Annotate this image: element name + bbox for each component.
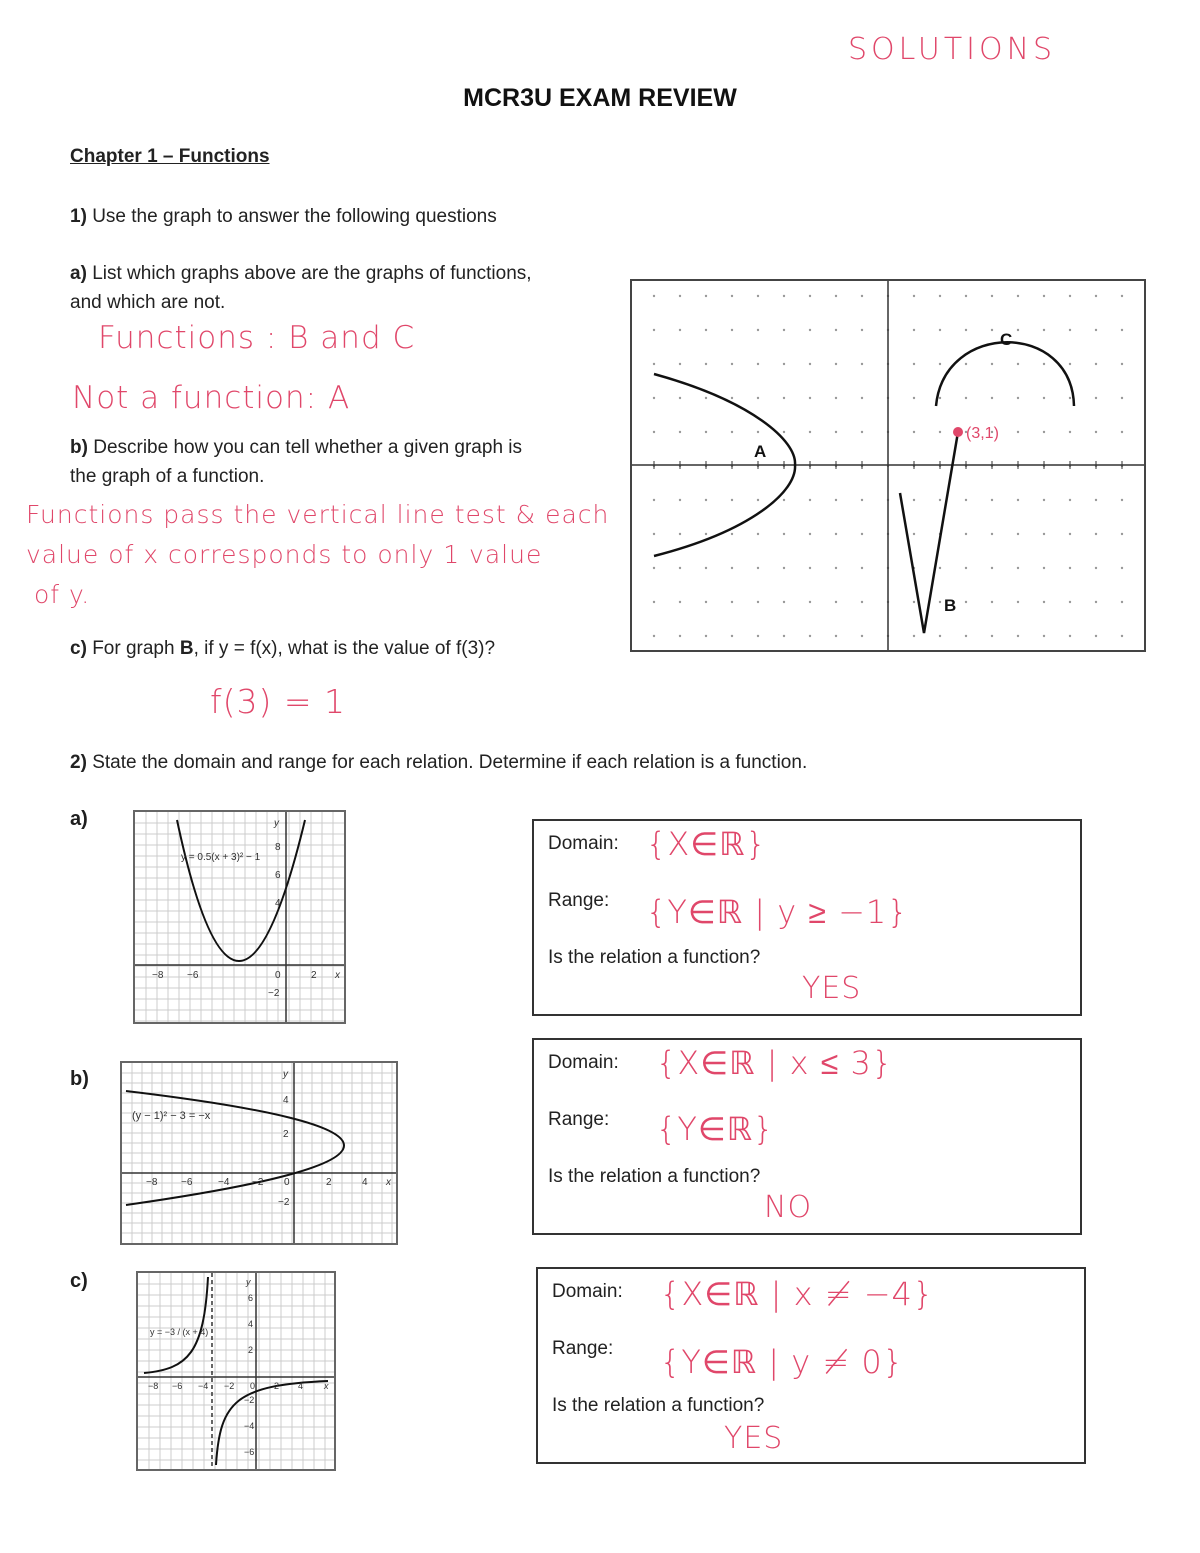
grid-dot: [861, 329, 863, 331]
q2c-function-answer: YES: [724, 1421, 784, 1456]
grid-dot: [679, 499, 681, 501]
grid-dot: [913, 533, 915, 535]
grid-dot: [1043, 533, 1045, 535]
q1c-post: , if y = f(x), what is the value of f(3)?: [193, 638, 496, 659]
grid-dot: [1017, 601, 1019, 603]
grid-dot: [861, 397, 863, 399]
q2b-ytick-3: −2: [278, 1197, 290, 1208]
q1a-answer-functions: Functions : B and C: [98, 320, 416, 356]
grid-dot: [757, 363, 759, 365]
grid-dot: [705, 329, 707, 331]
grid-dot: [1095, 363, 1097, 365]
grid-dot: [679, 601, 681, 603]
grid-dot: [913, 363, 915, 365]
grid-dot: [783, 329, 785, 331]
grid-dot: [939, 329, 941, 331]
grid-dot: [1095, 601, 1097, 603]
grid-dot: [1043, 295, 1045, 297]
grid-dot: [965, 635, 967, 637]
q2c-ytick-6: −6: [244, 1447, 255, 1457]
grid-dot: [1095, 329, 1097, 331]
grid-dot: [1095, 431, 1097, 433]
q2c-graph: [136, 1271, 336, 1471]
grid-dot: [1069, 363, 1071, 365]
grid-dot: [1121, 499, 1123, 501]
grid-dot: [835, 295, 837, 297]
q1b-answer-line3: of y.: [34, 580, 91, 609]
q2b-domain-label: Domain:: [548, 1052, 619, 1073]
grid-dot: [705, 499, 707, 501]
q2b-domain-answer: {X∈ℝ | x ≤ 3}: [656, 1044, 894, 1082]
grid-dot: [939, 499, 941, 501]
grid-dot: [757, 397, 759, 399]
q2b-xtick-2: −4: [218, 1177, 230, 1188]
q2a-function-question: Is the relation a function?: [548, 947, 761, 968]
grid-dot: [835, 601, 837, 603]
grid-dot: [991, 329, 993, 331]
grid-dot: [757, 329, 759, 331]
grid-dot: [705, 295, 707, 297]
q2b-xtick-4: 0: [284, 1177, 290, 1188]
q2b-ytick-0: y: [283, 1069, 288, 1080]
q2a-function-answer: YES: [802, 971, 862, 1006]
q1c-number: c): [70, 638, 87, 659]
grid-dot: [705, 635, 707, 637]
q1-number: 1): [70, 206, 87, 227]
grid-dot: [835, 567, 837, 569]
solutions-stamp: SOLUTIONS: [848, 32, 1057, 67]
grid-dot: [679, 567, 681, 569]
grid-dot: [705, 567, 707, 569]
q2a-domain-label: Domain:: [548, 833, 619, 854]
grid-dot: [653, 533, 655, 535]
grid-dot: [783, 499, 785, 501]
grid-dot: [679, 431, 681, 433]
grid-dot: [861, 363, 863, 365]
grid-dot: [679, 533, 681, 535]
grid-dot: [731, 499, 733, 501]
q1b-answer-line2: value of x corresponds to only 1 value: [26, 540, 543, 569]
grid-dot: [757, 431, 759, 433]
q2c-domain-label: Domain:: [552, 1281, 623, 1302]
grid-dot: [1069, 635, 1071, 637]
q2-prompt: [70, 748, 807, 777]
grid-dot: [1121, 397, 1123, 399]
q1c-text: [70, 634, 495, 663]
q1a-number: a): [70, 263, 87, 284]
grid-dot: [1121, 567, 1123, 569]
grid-dot: [705, 363, 707, 365]
grid-dot: [653, 431, 655, 433]
grid-dot: [835, 635, 837, 637]
graph-b-point: [953, 427, 963, 437]
grid-dot: [1017, 363, 1019, 365]
grid-dot: [731, 363, 733, 365]
q2b-range-label: Range:: [548, 1109, 610, 1130]
q2b-graph-svg: [122, 1063, 396, 1243]
grid-dot: [1121, 431, 1123, 433]
grid-dot: [1017, 635, 1019, 637]
grid-dot: [1043, 635, 1045, 637]
grid-dot: [731, 431, 733, 433]
grid-dot: [1069, 499, 1071, 501]
grid-dot: [1121, 533, 1123, 535]
grid-dot: [653, 363, 655, 365]
q2c-domain-answer: {X∈ℝ | x ≠ −4}: [660, 1275, 935, 1313]
grid-dot: [653, 295, 655, 297]
q2a-ytick-0: y: [274, 818, 279, 829]
q1-prompt-text: Use the graph to answer the following questions: [92, 206, 497, 227]
q2a-domain-answer: {X∈ℝ}: [646, 825, 767, 863]
grid-dot: [991, 635, 993, 637]
grid-dot: [939, 567, 941, 569]
q1b-line1: Describe how you can tell whether a given graph is: [93, 437, 523, 458]
grid-dot: [913, 329, 915, 331]
grid-dot: [1017, 499, 1019, 501]
grid-dot: [939, 363, 941, 365]
grid-dot: [679, 329, 681, 331]
grid-dot: [1095, 635, 1097, 637]
grid-dot: [965, 397, 967, 399]
q2a-xtick-1: −6: [187, 970, 199, 981]
q1a-line2: and which are not.: [70, 292, 226, 313]
grid-dot: [783, 363, 785, 365]
grid-dot: [1043, 601, 1045, 603]
grid-dot: [653, 635, 655, 637]
grid-dot: [1069, 567, 1071, 569]
grid-dot: [679, 295, 681, 297]
grid-dot: [861, 499, 863, 501]
grid-dot: [913, 397, 915, 399]
grid-dot: [861, 431, 863, 433]
grid-dot: [1043, 397, 1045, 399]
q2-prompt-text: State the domain and range for each relation. Determine if each relation is a function.: [92, 752, 808, 773]
q1c-bold: B: [179, 638, 194, 659]
grid-dot: [965, 295, 967, 297]
q2c-xtick-1: −6: [172, 1381, 183, 1391]
grid-dot: [1121, 363, 1123, 365]
grid-dot: [731, 567, 733, 569]
q2c-xtick-7: x: [324, 1381, 329, 1391]
grid-dot: [861, 295, 863, 297]
grid-dot: [1121, 329, 1123, 331]
grid-dot: [1069, 533, 1071, 535]
grid-dot: [991, 363, 993, 365]
q2c-ytick-2: 4: [248, 1319, 254, 1329]
grid-dot: [783, 431, 785, 433]
grid-dot: [965, 499, 967, 501]
q2b-graph: [120, 1061, 398, 1245]
graph-c-curve: [936, 342, 1074, 406]
grid-dot: [1043, 329, 1045, 331]
q2a-ytick-1: 8: [275, 842, 281, 853]
q2c-xtick-2: −4: [198, 1381, 209, 1391]
grid-dot: [809, 295, 811, 297]
graph-b-label: B: [944, 596, 957, 615]
grid-dot: [1043, 499, 1045, 501]
grid-dot: [965, 533, 967, 535]
grid-dot: [835, 363, 837, 365]
grid-dot: [991, 295, 993, 297]
grid-dot: [783, 397, 785, 399]
chapter-heading: Chapter 1 – Functions: [70, 146, 270, 167]
q2a-xtick-2: 0: [275, 970, 281, 981]
grid-dot: [1069, 397, 1071, 399]
grid-dot: [731, 295, 733, 297]
grid-dot: [653, 397, 655, 399]
grid-dot: [1069, 601, 1071, 603]
q2b-xtick-3: −2: [252, 1177, 264, 1188]
grid-dot: [939, 601, 941, 603]
q2b-ytick-2: 2: [283, 1129, 289, 1140]
grid-dot: [991, 567, 993, 569]
grid-dot: [835, 499, 837, 501]
grid-dot: [731, 601, 733, 603]
grid-dot: [965, 329, 967, 331]
q1-graph-svg: [632, 281, 1144, 650]
grid-dot: [1043, 567, 1045, 569]
q2c-answer-box: [536, 1267, 1086, 1464]
grid-dot: [757, 295, 759, 297]
grid-dot: [653, 567, 655, 569]
grid-dot: [1121, 295, 1123, 297]
grid-dot: [913, 601, 915, 603]
q2c-range-label: Range:: [552, 1338, 614, 1359]
q2c-xtick-5: 2: [274, 1381, 280, 1391]
grid-dot: [653, 601, 655, 603]
q2a-xtick-4: x: [335, 970, 340, 981]
q2c-ytick-0: y: [246, 1277, 251, 1287]
q1c-answer: f(3) = 1: [210, 682, 346, 721]
grid-dot: [679, 397, 681, 399]
grid-dot: [731, 635, 733, 637]
grid-dot: [913, 431, 915, 433]
grid-dot: [757, 567, 759, 569]
grid-dot: [1069, 295, 1071, 297]
graph-b-point-label: (3,1): [966, 425, 999, 442]
grid-dot: [783, 295, 785, 297]
grid-dot: [991, 397, 993, 399]
q2a-ytick-4: −2: [268, 988, 280, 999]
q1b-text: [70, 433, 610, 491]
q2c-ytick-1: 6: [248, 1293, 254, 1303]
grid-dot: [705, 601, 707, 603]
grid-dot: [679, 363, 681, 365]
grid-dot: [809, 601, 811, 603]
grid-dot: [835, 397, 837, 399]
q2b-xtick-5: 2: [326, 1177, 332, 1188]
grid-dot: [809, 397, 811, 399]
q2a-ytick-2: 6: [275, 870, 281, 881]
grid-dot: [861, 567, 863, 569]
graph-a-label: A: [754, 442, 767, 461]
grid-dot: [1069, 329, 1071, 331]
grid-dot: [757, 499, 759, 501]
grid-dot: [939, 295, 941, 297]
q2b-function-question: Is the relation a function?: [548, 1166, 761, 1187]
q2c-ytick-5: −4: [244, 1421, 255, 1431]
grid-dot: [757, 635, 759, 637]
grid-dot: [809, 567, 811, 569]
q2c-xtick-6: 4: [298, 1381, 304, 1391]
grid-dot: [835, 533, 837, 535]
grid-dot: [757, 601, 759, 603]
q2c-range-answer: {Y∈ℝ | y ≠ 0}: [660, 1343, 905, 1381]
q1-prompt: [70, 202, 497, 231]
q1a-text: [70, 259, 610, 317]
grid-dot: [809, 635, 811, 637]
q2-number: 2): [70, 752, 87, 773]
grid-dot: [809, 329, 811, 331]
q2b-range-answer: {Y∈ℝ}: [656, 1110, 775, 1148]
q2a-ytick-3: 4: [275, 898, 281, 909]
grid-dot: [1095, 499, 1097, 501]
grid-dot: [1017, 295, 1019, 297]
grid-dot: [1121, 635, 1123, 637]
grid-dot: [809, 499, 811, 501]
grid-dot: [861, 601, 863, 603]
grid-dot: [1017, 567, 1019, 569]
grid-dot: [1043, 431, 1045, 433]
grid-dot: [965, 363, 967, 365]
grid-dot: [653, 329, 655, 331]
q2a-range-label: Range:: [548, 890, 610, 911]
grid-dot: [783, 567, 785, 569]
grid-dot: [939, 635, 941, 637]
q2c-left-branch: [144, 1277, 208, 1373]
q2a-xtick-0: −8: [152, 970, 164, 981]
grid-dot: [705, 431, 707, 433]
grid-dot: [809, 431, 811, 433]
grid-dot: [965, 567, 967, 569]
grid-dot: [861, 533, 863, 535]
grid-dot: [1069, 431, 1071, 433]
grid-dot: [653, 499, 655, 501]
grid-dot: [731, 329, 733, 331]
grid-dot: [679, 635, 681, 637]
q2c-function-question: Is the relation a function?: [552, 1395, 765, 1416]
grid-dot: [809, 363, 811, 365]
q2c-equation: y = −3 / (x + 4): [150, 1327, 209, 1337]
q2c-xtick-0: −8: [148, 1381, 159, 1391]
grid-dot: [783, 533, 785, 535]
grid-dot: [991, 499, 993, 501]
q2b-xtick-0: −8: [146, 1177, 158, 1188]
q2b-equation: (y − 1)² − 3 = −x: [132, 1110, 211, 1122]
grid-dot: [913, 295, 915, 297]
q1a-answer-not-function: Not a function: A: [72, 380, 351, 416]
grid-dot: [705, 397, 707, 399]
grid-dot: [913, 499, 915, 501]
grid-dot: [1095, 533, 1097, 535]
q2a-graph-svg: [135, 812, 344, 1022]
grid-dot: [1121, 601, 1123, 603]
q2a-answer-box: [532, 819, 1082, 1016]
q2b-answer-box: [532, 1038, 1082, 1235]
q2c-ytick-3: 2: [248, 1345, 254, 1355]
q2a-xtick-3: 2: [311, 970, 317, 981]
grid-dot: [1095, 567, 1097, 569]
grid-dot: [1017, 329, 1019, 331]
q2c-xtick-3: −2: [224, 1381, 235, 1391]
graph-c-label: C: [1000, 330, 1013, 349]
grid-dot: [731, 533, 733, 535]
q2b-function-answer: NO: [764, 1190, 813, 1225]
grid-dot: [1095, 295, 1097, 297]
grid-dot: [965, 601, 967, 603]
q2c-label: c): [70, 1270, 88, 1292]
grid-dot: [835, 329, 837, 331]
q2b-ytick-1: 4: [283, 1095, 289, 1106]
q2b-xtick-7: x: [386, 1177, 391, 1188]
q2a-graph: [133, 810, 346, 1024]
grid-dot: [1017, 533, 1019, 535]
q2b-xtick-1: −6: [181, 1177, 193, 1188]
grid-dot: [731, 397, 733, 399]
grid-dot: [861, 635, 863, 637]
grid-dot: [705, 533, 707, 535]
grid-dot: [1017, 431, 1019, 433]
q2a-range-answer: {Y∈ℝ | y ≥ −1}: [646, 893, 909, 931]
grid-dot: [783, 601, 785, 603]
q2a-equation: y = 0.5(x + 3)² − 1: [181, 852, 261, 863]
grid-dot: [757, 533, 759, 535]
q2a-label: a): [70, 808, 88, 830]
grid-dot: [835, 431, 837, 433]
q2c-xtick-4: 0: [250, 1381, 256, 1391]
q2c-ytick-4: −2: [244, 1395, 255, 1405]
q1c-pre: For graph: [92, 638, 180, 659]
q1b-line2: the graph of a function.: [70, 466, 265, 487]
q1b-number: b): [70, 437, 88, 458]
grid-dot: [991, 533, 993, 535]
grid-dot: [1043, 363, 1045, 365]
q2b-xtick-6: 4: [362, 1177, 368, 1188]
page-title: MCR3U EXAM REVIEW: [463, 84, 737, 112]
grid-dot: [991, 601, 993, 603]
q2b-parabola: [126, 1091, 344, 1205]
grid-dot: [1095, 397, 1097, 399]
grid-dot: [913, 635, 915, 637]
q1-graph: [630, 279, 1146, 652]
q2c-graph-svg: [138, 1273, 334, 1469]
q1b-answer-line1: Functions pass the vertical line test & each: [26, 500, 610, 529]
grid-dot: [809, 533, 811, 535]
grid-dot: [1017, 397, 1019, 399]
q2b-label: b): [70, 1068, 89, 1090]
grid-dot: [939, 397, 941, 399]
q1a-line1: List which graphs above are the graphs of functions,: [92, 263, 532, 284]
grid-dot: [783, 635, 785, 637]
grid-dot: [939, 431, 941, 433]
